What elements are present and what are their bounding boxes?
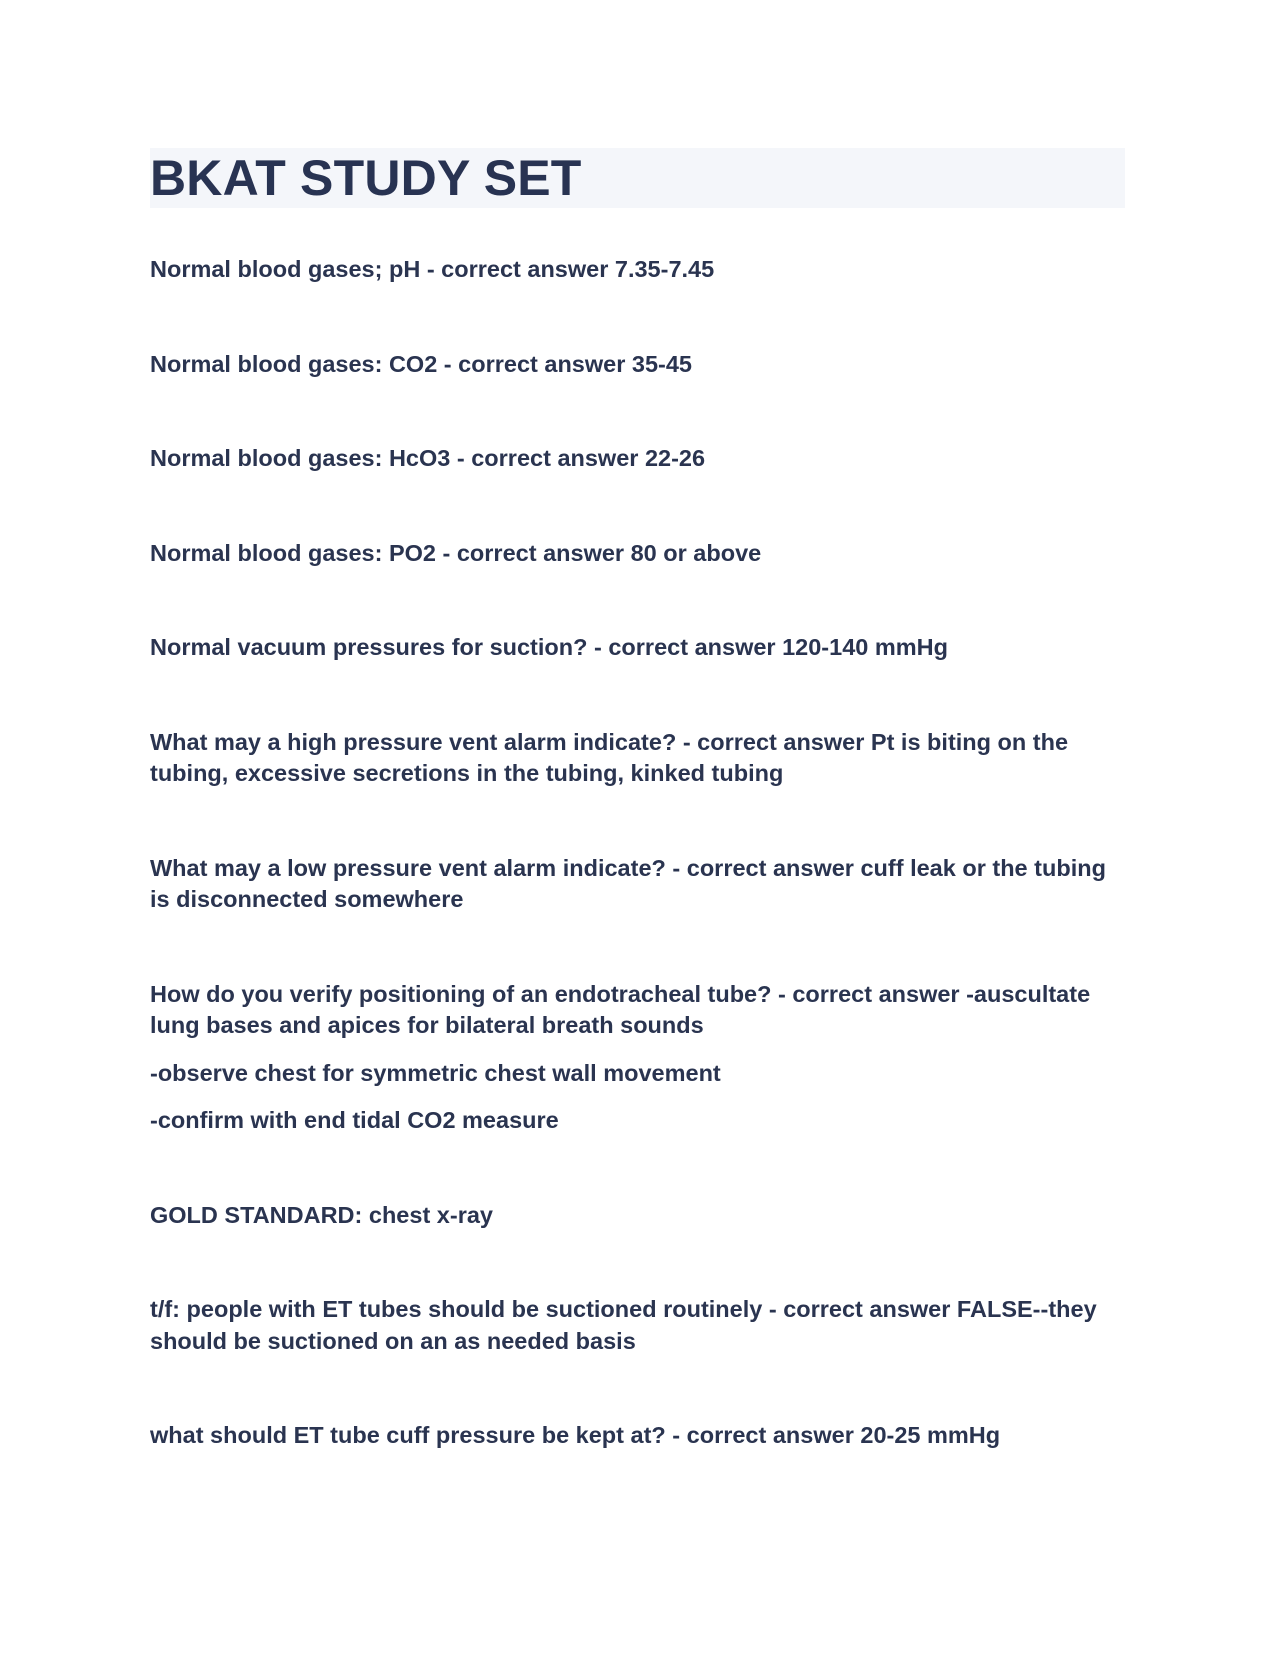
- qa-cuff-pressure: what should ET tube cuff pressure be kept at? - correct answer 20-25 mmHg: [150, 1422, 1001, 1448]
- qa-low-pressure-alarm: What may a low pressure vent alarm indicate? - correct answer cuff leak or the tubing is disconnected somewhere: [150, 854, 1106, 912]
- qa-ph: Normal blood gases; pH - correct answer 7.35-7.45: [150, 256, 715, 282]
- qa-po2: Normal blood gases: PO2 - correct answer 80 or above: [150, 539, 762, 566]
- qa-et-tube-chest-movement: -observe chest for symmetric chest wall movement: [150, 1059, 721, 1086]
- page-title: BKAT STUDY SET: [150, 150, 582, 206]
- qa-et-tube-verification: How do you verify positioning of an endotracheal tube? - correct answer -auscultate lung bases and apices for bilateral breath sounds: [150, 980, 1091, 1038]
- qa-suction-pressure: Normal vacuum pressures for suction? - correct answer 120-140 mmHg: [150, 634, 948, 660]
- qa-high-pressure-alarm: What may a high pressure vent alarm indicate? - correct answer Pt is biting on the tubing, excessive secretions in the tubing, kinked tubing: [150, 728, 1069, 786]
- document-page: [150, 148, 1125, 1452]
- qa-gold-standard: GOLD STANDARD: chest x-ray: [150, 1201, 493, 1228]
- qa-suction-routine: t/f: people with ET tubes should be suctioned routinely - correct answer FALSE--they should be suctioned on an as needed basis: [150, 1296, 1097, 1354]
- qa-et-tube-end-tidal: -confirm with end tidal CO2 measure: [150, 1107, 559, 1133]
- qa-co2: Normal blood gases: CO2 - correct answer 35-45: [150, 350, 692, 377]
- qa-hco3: Normal blood gases: HcO3 - correct answer 22-26: [150, 445, 706, 471]
- title-bar: [150, 148, 1125, 208]
